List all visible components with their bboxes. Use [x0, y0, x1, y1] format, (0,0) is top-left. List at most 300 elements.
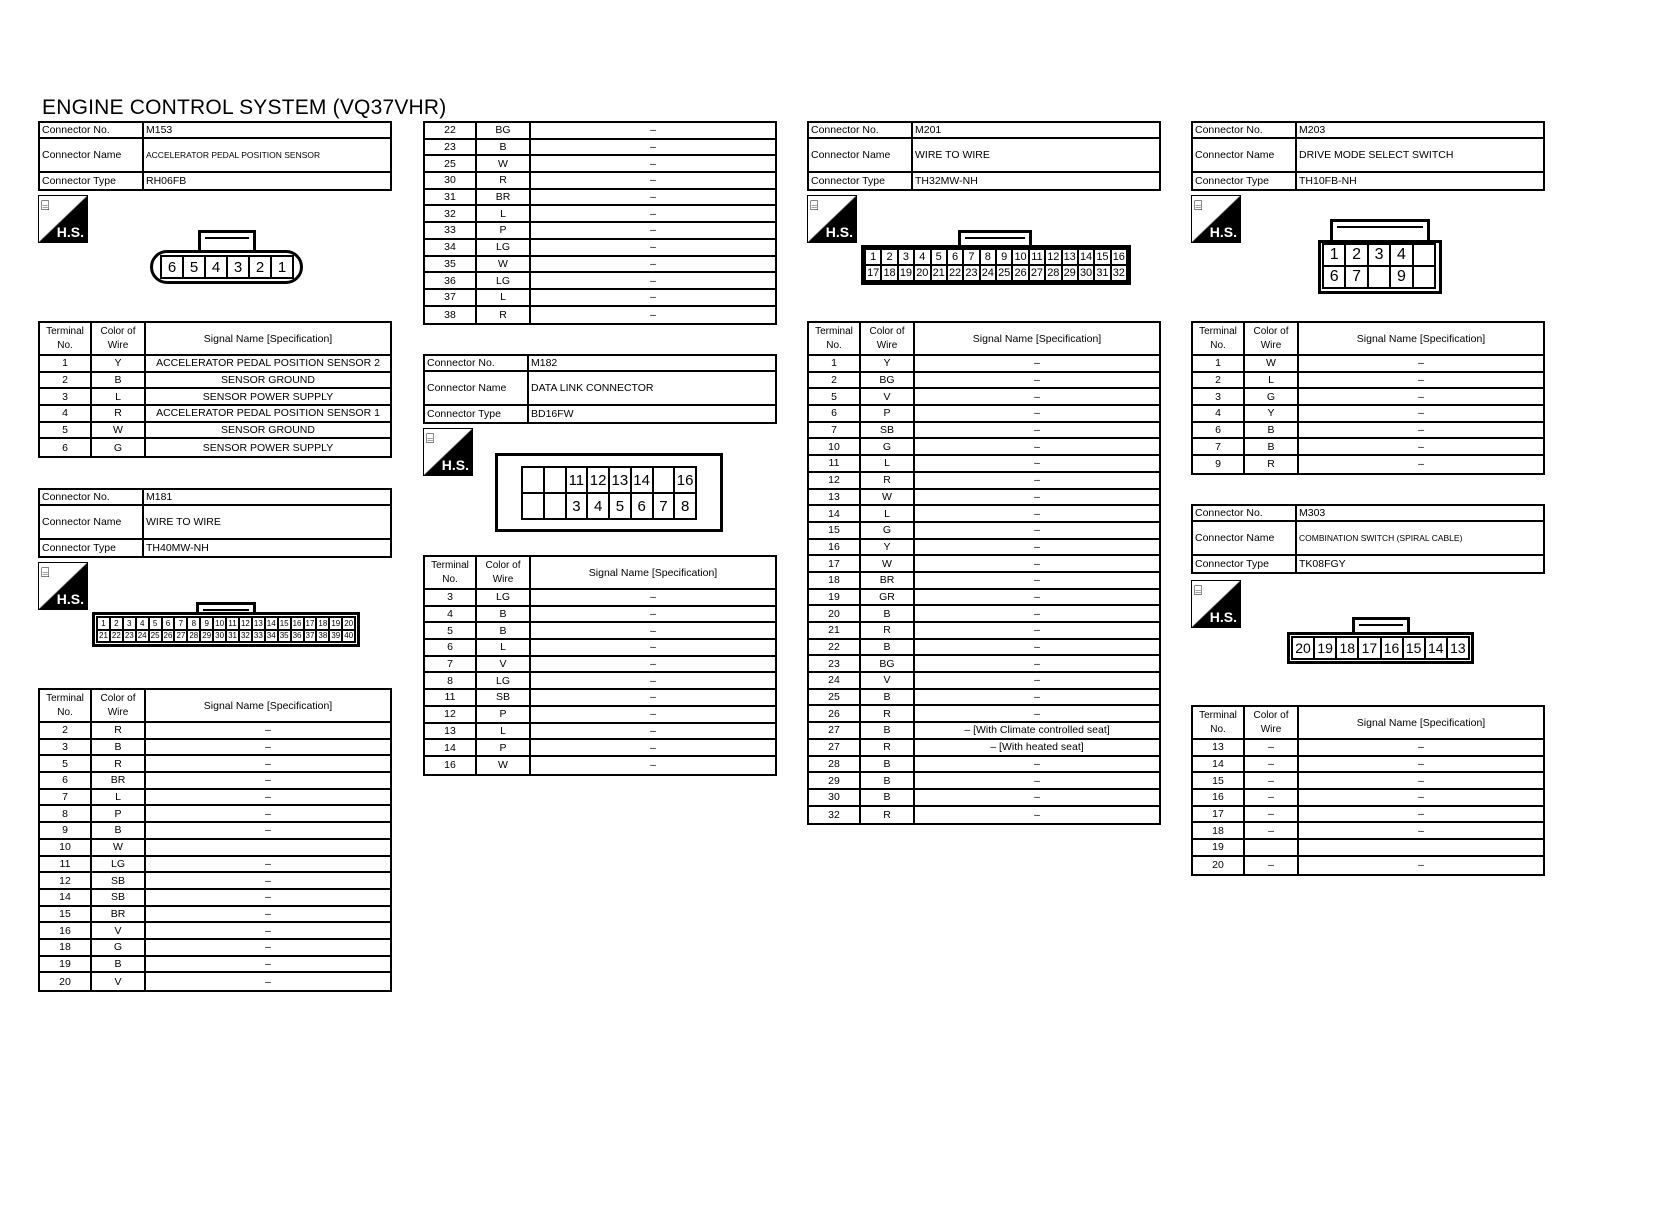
- info-value-type: TH40MW-NH: [146, 542, 209, 554]
- pin-cell: 19: [1315, 638, 1337, 658]
- table-row: [40, 806, 390, 823]
- wire-color: R: [92, 723, 146, 738]
- terminal-no: 20: [1193, 857, 1245, 874]
- hs-label: H.S.: [56, 224, 84, 240]
- pin-row: [1324, 245, 1434, 265]
- pin-cell: 19: [899, 266, 915, 280]
- table-header: [40, 690, 390, 723]
- signal-name: –: [650, 157, 656, 170]
- info-row-name: [1193, 139, 1543, 173]
- pin-cell: 4: [588, 494, 610, 518]
- header-signal-name: Signal Name [Specification]: [588, 566, 718, 579]
- connector-pins-M201: [864, 248, 1128, 282]
- info-value-no: M182: [531, 357, 558, 369]
- pin-cell: 29: [1063, 266, 1079, 280]
- pin-cell: 22: [948, 266, 964, 280]
- terminal-table-M303: [1191, 705, 1545, 876]
- pin-row: [523, 468, 695, 492]
- table-row: [809, 807, 1159, 824]
- wire-color: W: [861, 556, 915, 571]
- table-row: [1193, 740, 1543, 757]
- table-row: [425, 690, 775, 707]
- table-row: [809, 490, 1159, 507]
- terminal-no: 27: [809, 740, 861, 755]
- table-row: [40, 823, 390, 840]
- wire-color: B: [92, 957, 146, 972]
- pin-cell: 14: [1079, 250, 1095, 264]
- pin-cell: 2: [250, 257, 272, 277]
- signal-name: – [With heated seat]: [990, 741, 1084, 754]
- signal-name: –: [265, 924, 271, 937]
- terminal-no: 23: [425, 140, 477, 155]
- pin-cell: 13: [610, 468, 632, 492]
- pin-cell: 6: [948, 250, 964, 264]
- pin-cell: 29: [201, 631, 214, 642]
- pin-cell: 17: [866, 266, 882, 280]
- wire-color: –: [1245, 790, 1299, 805]
- table-row: [809, 556, 1159, 573]
- info-label: Connector Type: [1193, 173, 1297, 189]
- table-row: [1193, 406, 1543, 423]
- signal-name: –: [650, 291, 656, 304]
- wire-color: W: [477, 156, 531, 171]
- connector-info-M153: [38, 121, 392, 191]
- header-terminal-no: Terminal No.: [425, 557, 477, 588]
- pin-cell: 10: [1013, 250, 1029, 264]
- signal-name: –: [650, 641, 656, 654]
- pin-cell: 13: [253, 618, 266, 629]
- pin-cell: 9: [1391, 267, 1413, 287]
- signal-name: –: [650, 257, 656, 270]
- wire-color: Y: [92, 356, 146, 371]
- info-value-no: M203: [1299, 124, 1326, 136]
- info-row-type: [1193, 173, 1543, 189]
- pin-cell: 15: [1404, 638, 1426, 658]
- signal-name: –: [265, 975, 271, 988]
- terminal-no: 28: [809, 757, 861, 772]
- table-header: [40, 323, 390, 356]
- terminal-no: 26: [809, 706, 861, 721]
- terminal-no: 3: [40, 389, 92, 404]
- terminal-no: 20: [809, 606, 861, 621]
- pin-cell: 1: [98, 618, 111, 629]
- wire-color: BG: [477, 123, 531, 138]
- signal-name: –: [1034, 657, 1040, 670]
- pin-cell: 16: [676, 471, 694, 489]
- pin-cell: 35: [279, 631, 292, 642]
- terminal-no: 4: [1193, 406, 1245, 421]
- terminal-no: 7: [809, 423, 861, 438]
- signal-name: –: [265, 741, 271, 754]
- info-row-type: [40, 173, 390, 189]
- table-row: [1193, 790, 1543, 807]
- header-color-of-wire: Color of Wire: [861, 323, 915, 354]
- pin-cell: 24: [137, 631, 150, 642]
- pin-cell: 5: [150, 618, 163, 629]
- pin-cell: 8: [680, 497, 690, 515]
- table-row: [809, 473, 1159, 490]
- signal-name: –: [650, 274, 656, 287]
- table-row: [40, 723, 390, 740]
- info-row-no: [809, 123, 1159, 139]
- pin-cell: [545, 494, 567, 518]
- signal-name: –: [265, 857, 271, 870]
- terminal-table-M201: [807, 321, 1161, 825]
- wire-color: G: [861, 439, 915, 454]
- wire-color: B: [861, 606, 915, 621]
- pin-cell: 21: [932, 266, 948, 280]
- wire-color: LG: [477, 590, 531, 605]
- wire-color: G: [92, 940, 146, 955]
- wire-color: V: [861, 673, 915, 688]
- pin-cell: 9: [201, 618, 214, 629]
- pin-cell: 20: [344, 618, 354, 628]
- table-row: [40, 790, 390, 807]
- terminal-no: 36: [425, 273, 477, 288]
- table-row: [809, 506, 1159, 523]
- header-color-of-wire: Color of Wire: [92, 323, 146, 354]
- pin-cell: 6: [162, 257, 184, 277]
- terminal-no: 16: [1193, 790, 1245, 805]
- table-row: [425, 707, 775, 724]
- info-row-type: [40, 540, 390, 556]
- wire-color: V: [92, 973, 146, 990]
- header-terminal-no: Terminal No.: [40, 690, 92, 721]
- terminal-no: 3: [1193, 389, 1245, 404]
- signal-name: –: [650, 624, 656, 637]
- terminal-table-M153: [38, 321, 392, 458]
- signal-name: –: [650, 608, 656, 621]
- signal-name: –: [650, 741, 656, 754]
- terminal-no: 11: [425, 690, 477, 705]
- signal-name: –: [650, 141, 656, 154]
- header-terminal-no: Terminal No.: [1193, 707, 1245, 738]
- info-label: Connector No.: [1193, 123, 1297, 137]
- wire-color: SB: [861, 423, 915, 438]
- terminal-no: 33: [425, 223, 477, 238]
- header-color-of-wire: Color of Wire: [1245, 707, 1299, 738]
- signal-name: [146, 840, 390, 855]
- wire-color: B: [92, 740, 146, 755]
- pin-cell: 18: [882, 266, 898, 280]
- table-row: [1193, 823, 1543, 840]
- terminal-no: 32: [809, 807, 861, 824]
- pin-cell: 4: [915, 250, 931, 264]
- terminal-no: 13: [425, 724, 477, 739]
- pin-cell: 12: [1046, 250, 1062, 264]
- info-row-type: [425, 406, 775, 422]
- terminal-no: 18: [1193, 823, 1245, 838]
- wire-color: LG: [92, 857, 146, 872]
- table-row: [425, 173, 775, 190]
- table-row: [1193, 773, 1543, 790]
- signal-name: –: [1034, 707, 1040, 720]
- pin-cell: 7: [1346, 267, 1368, 287]
- info-value-name: WIRE TO WIRE: [915, 149, 990, 161]
- terminal-no: 6: [425, 640, 477, 655]
- hs-label: H.S.: [825, 224, 853, 240]
- terminal-no: 1: [1193, 356, 1245, 371]
- header-color-of-wire: Color of Wire: [477, 557, 531, 588]
- pin-cell: [1369, 267, 1391, 287]
- wire-color: P: [477, 223, 531, 238]
- pin-cell: [545, 468, 567, 492]
- wire-color: L: [1245, 373, 1299, 388]
- pin-cell: 33: [253, 631, 266, 642]
- terminal-no: 16: [809, 540, 861, 555]
- wire-color: P: [477, 707, 531, 722]
- pin-cell: 12: [240, 618, 253, 629]
- table-row: [425, 223, 775, 240]
- table-row: [809, 623, 1159, 640]
- signal-name: –: [265, 941, 271, 954]
- table-header: [809, 323, 1159, 356]
- wire-color: G: [92, 439, 146, 456]
- pin-cell: 28: [188, 631, 201, 642]
- pin-cell: 3: [228, 257, 250, 277]
- signal-name: ACCELERATOR PEDAL POSITION SENSOR 1: [156, 407, 380, 420]
- pin-cell: 11: [567, 468, 589, 492]
- wire-color: BR: [92, 907, 146, 922]
- wire-color: –: [1245, 857, 1299, 874]
- pin-cell: 19: [330, 618, 343, 629]
- pin-cell: 3: [1369, 245, 1391, 265]
- terminal-no: 11: [40, 857, 92, 872]
- signal-name: –: [1418, 741, 1424, 754]
- connector-pins-M303: [1291, 636, 1470, 660]
- table-row: [809, 640, 1159, 657]
- terminal-no: 34: [425, 240, 477, 255]
- terminal-no: 1: [809, 356, 861, 371]
- wire-color: B: [861, 723, 915, 738]
- signal-name: –: [1034, 390, 1040, 403]
- terminal-no: 10: [809, 439, 861, 454]
- pin-cell: 2: [111, 618, 124, 629]
- table-row: [425, 640, 775, 657]
- terminal-no: 17: [809, 556, 861, 571]
- terminal-no: 13: [809, 490, 861, 505]
- table-row: [425, 206, 775, 223]
- table-row: [1193, 439, 1543, 456]
- header-terminal-no: Terminal No.: [809, 323, 861, 354]
- terminal-no: 8: [425, 673, 477, 688]
- pin-cell: 14: [1426, 638, 1448, 658]
- pin-cell: 11: [227, 618, 240, 629]
- pin-cell: 7: [964, 250, 980, 264]
- terminal-table-M181: [38, 688, 392, 992]
- hs-label: H.S.: [1209, 609, 1237, 625]
- wire-color: L: [477, 206, 531, 221]
- signal-name: SENSOR GROUND: [221, 374, 315, 387]
- connector-glyph-icon: ⌸: [1194, 582, 1203, 598]
- terminal-no: 21: [809, 623, 861, 638]
- pin-cell: 23: [124, 631, 137, 642]
- signal-name: –: [1034, 474, 1040, 487]
- table-row: [1193, 807, 1543, 824]
- pin-cell: 13: [1063, 250, 1079, 264]
- terminal-no: 30: [809, 790, 861, 805]
- signal-name: –: [1034, 757, 1040, 770]
- wire-color: R: [861, 706, 915, 721]
- signal-name: –: [1418, 374, 1424, 387]
- connector-pins-M153: [160, 255, 294, 279]
- pin-cell: 12: [588, 468, 610, 492]
- wire-color: [1245, 840, 1299, 855]
- signal-name: –: [265, 757, 271, 770]
- wire-color: L: [477, 724, 531, 739]
- pin-cell: 27: [175, 631, 188, 642]
- signal-name: –: [1418, 458, 1424, 471]
- header-signal-name: Signal Name [Specification]: [203, 699, 333, 712]
- pin-cell: [1414, 245, 1434, 265]
- pin-cell: 4: [137, 618, 150, 629]
- signal-name: –: [650, 724, 656, 737]
- info-row-name: [1193, 522, 1543, 556]
- info-row-type: [809, 173, 1159, 189]
- signal-name: –: [1034, 524, 1040, 537]
- wire-color: G: [861, 523, 915, 538]
- signal-name: –: [650, 191, 656, 204]
- hood-latch: [1337, 226, 1423, 236]
- table-row: [809, 356, 1159, 373]
- signal-name: –: [1034, 641, 1040, 654]
- wire-color: B: [477, 140, 531, 155]
- connector-glyph-icon: ⌸: [41, 564, 50, 580]
- wire-color: L: [861, 456, 915, 471]
- table-row: [40, 907, 390, 924]
- info-label: Connector Name: [1193, 139, 1297, 171]
- signal-name: – [With Climate controlled seat]: [964, 724, 1110, 737]
- hood-latch: [205, 237, 249, 247]
- terminal-no: 11: [809, 456, 861, 471]
- signal-name: –: [1034, 691, 1040, 704]
- wire-color: R: [92, 406, 146, 421]
- signal-name: –: [650, 124, 656, 137]
- header-color-of-wire: Color of Wire: [92, 690, 146, 721]
- terminal-no: 20: [40, 973, 92, 990]
- signal-name: –: [1418, 440, 1424, 453]
- pin-cell: 30: [214, 631, 227, 642]
- terminal-no: 35: [425, 257, 477, 272]
- info-label: Connector Name: [40, 139, 144, 171]
- signal-name: –: [1034, 791, 1040, 804]
- table-row: [809, 656, 1159, 673]
- table-row: [425, 757, 775, 774]
- signal-name: –: [1034, 407, 1040, 420]
- terminal-no: 16: [40, 923, 92, 938]
- table-row: [809, 373, 1159, 390]
- pin-cell: 20: [915, 266, 931, 280]
- connector-info-M181: [38, 488, 392, 558]
- pin-cell: 1: [277, 258, 287, 276]
- info-value-type: TH32MW-NH: [915, 175, 978, 187]
- signal-name: –: [650, 658, 656, 671]
- table-row: [425, 257, 775, 274]
- pin-row: [866, 250, 1126, 264]
- table-row: [809, 406, 1159, 423]
- pin-cell: 20: [1293, 638, 1315, 658]
- table-row: [809, 590, 1159, 607]
- pin-cell: 28: [1046, 266, 1062, 280]
- terminal-no: 3: [40, 740, 92, 755]
- table-row: [40, 756, 390, 773]
- pin-cell: 31: [227, 631, 240, 642]
- info-value-type: RH06FB: [146, 175, 187, 187]
- signal-name: –: [1418, 808, 1424, 821]
- terminal-no: 14: [425, 740, 477, 755]
- signal-name: SENSOR POWER SUPPLY: [202, 441, 334, 454]
- signal-name: [1299, 840, 1543, 855]
- signal-name: –: [650, 241, 656, 254]
- terminal-no: 14: [1193, 757, 1245, 772]
- info-label: Connector No.: [40, 490, 144, 504]
- pin-cell: 22: [111, 631, 124, 642]
- wire-color: L: [861, 506, 915, 521]
- terminal-no: 5: [425, 623, 477, 638]
- table-row: [809, 423, 1159, 440]
- terminal-no: 19: [40, 957, 92, 972]
- info-row-no: [40, 123, 390, 139]
- signal-name: –: [265, 907, 271, 920]
- info-value-name: DRIVE MODE SELECT SWITCH: [1299, 149, 1454, 161]
- table-row: [425, 724, 775, 741]
- wire-color: W: [477, 757, 531, 774]
- signal-name: –: [1418, 824, 1424, 837]
- terminal-no: 7: [1193, 439, 1245, 454]
- pin-cell: 36: [292, 631, 305, 642]
- info-label: Connector Type: [809, 173, 913, 189]
- info-label: Connector No.: [40, 123, 144, 137]
- wire-color: W: [861, 490, 915, 505]
- info-value-name: COMBINATION SWITCH (SPIRAL CABLE): [1299, 533, 1463, 543]
- table-row: [425, 140, 775, 157]
- wire-color: L: [92, 389, 146, 404]
- info-value-type: TK08FGY: [1299, 558, 1346, 570]
- signal-name: –: [265, 874, 271, 887]
- pin-cell: 3: [124, 618, 137, 629]
- header-signal-name: Signal Name [Specification]: [1356, 716, 1486, 729]
- pin-cell: 30: [1079, 266, 1095, 280]
- terminal-no: 22: [809, 640, 861, 655]
- connector-glyph-icon: ⌸: [1194, 197, 1203, 213]
- header-terminal-no: Terminal No.: [1193, 323, 1245, 354]
- wire-color: L: [477, 640, 531, 655]
- pin-row: [1324, 265, 1434, 287]
- table-row: [40, 923, 390, 940]
- table-row: [425, 240, 775, 257]
- table-row: [40, 740, 390, 757]
- wire-color: –: [1245, 823, 1299, 838]
- pin-cell: 27: [1030, 266, 1046, 280]
- signal-name: SENSOR POWER SUPPLY: [202, 390, 334, 403]
- info-value-name: DATA LINK CONNECTOR: [531, 382, 654, 394]
- pin-cell: 39: [330, 631, 343, 642]
- pin-cell: 26: [1013, 266, 1029, 280]
- terminal-no: 9: [40, 823, 92, 838]
- pin-cell: 8: [981, 250, 997, 264]
- signal-name: ACCELERATOR PEDAL POSITION SENSOR 2: [156, 357, 380, 370]
- table-row: [1193, 840, 1543, 857]
- terminal-no: 27: [809, 723, 861, 738]
- signal-name: –: [1034, 557, 1040, 570]
- info-value-type: BD16FW: [531, 408, 574, 420]
- table-row: [425, 590, 775, 607]
- harness-side-icon: [38, 195, 88, 243]
- pin-cell: 5: [932, 250, 948, 264]
- table-row: [809, 389, 1159, 406]
- table-row: [809, 606, 1159, 623]
- table-row: [425, 657, 775, 674]
